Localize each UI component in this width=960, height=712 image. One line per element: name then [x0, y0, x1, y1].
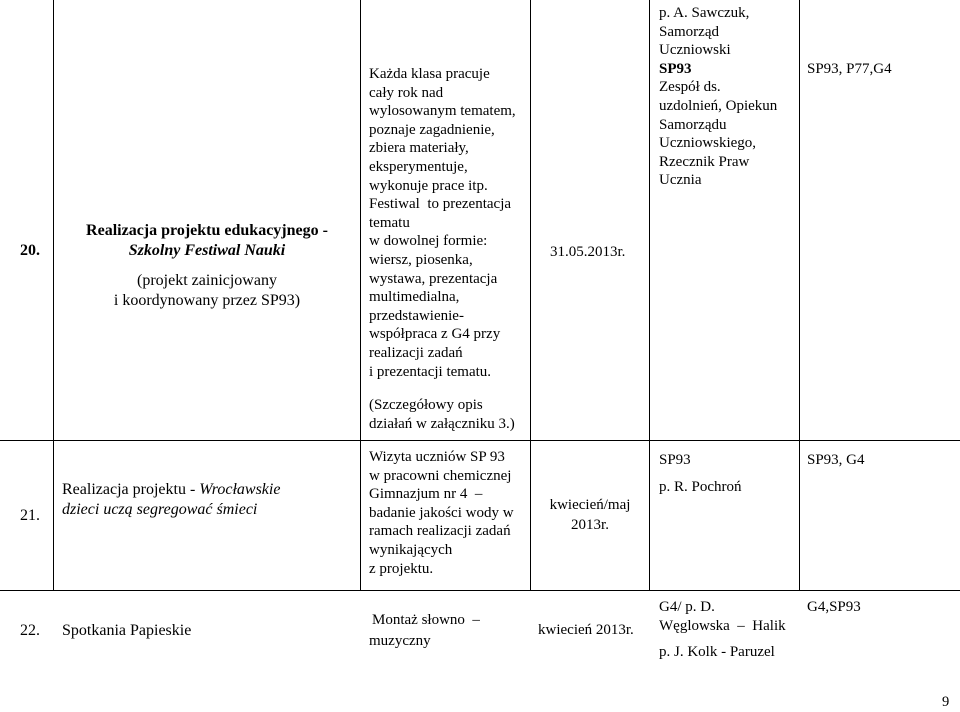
project-description: Montaż słowno – [372, 612, 480, 628]
project-date: kwiecień/maj [549, 497, 631, 513]
project-title-italic: Wrocławskie [199, 481, 281, 498]
row-number: 20. [20, 242, 40, 259]
description-line: zbiera materiały, [369, 140, 469, 157]
description-line: Festiwal to prezentacja [369, 196, 512, 213]
project-title-normal: Realizacja projektu - [62, 481, 200, 498]
responsible-line: Zespół ds. [659, 79, 721, 96]
description-line: cały rok nad [369, 84, 444, 101]
description-note: działań w załączniku 3.) [369, 416, 515, 432]
page-number: 9 [942, 694, 950, 710]
column-divider [799, 0, 800, 591]
responsible-line: Uczniowski [659, 42, 731, 59]
responsible-line: Węglowska – Halik [659, 618, 786, 634]
responsible-line: SP93 [659, 60, 692, 77]
description-line: multimedialna, [369, 289, 460, 306]
description-line: przedstawienie- [369, 307, 464, 324]
description-line: z projektu. [369, 560, 434, 577]
responsible-line: p. A. Sawczuk, [659, 5, 750, 21]
responsible-line: p. J. Kolk - Paruzel [659, 644, 775, 660]
responsible-line: Samorządu [659, 116, 727, 133]
row-number: 22. [20, 622, 40, 639]
description-line: ramach realizacji zadań [369, 523, 511, 540]
project-title [62, 480, 280, 499]
description-line: Wizyta uczniów SP 93 [369, 449, 505, 465]
description-line: eksperymentuje, [369, 158, 468, 175]
responsible-line: p. R. Pochroń [659, 479, 742, 495]
project-title: Realizacja projektu edukacyjnego - [86, 222, 328, 239]
project-description [369, 448, 529, 578]
description-line: w dowolnej formie: [369, 233, 488, 250]
responsible-line: SP93 [659, 452, 691, 468]
column-divider [360, 0, 361, 591]
responsible-line: Samorząd [659, 23, 719, 40]
description-line: realizacji zadań [369, 344, 463, 361]
description-line: wiersz, piosenka, [369, 251, 473, 268]
description-line: w pracowni chemicznej [369, 467, 512, 484]
participants: G4,SP93 [807, 599, 861, 615]
description-line: i prezentacji tematu. [369, 363, 492, 380]
responsible-line: Ucznia [659, 172, 702, 189]
responsible-line: G4/ p. D. [659, 599, 715, 615]
description-line: Gimnazjum nr 4 – [369, 486, 483, 503]
row-number: 21. [20, 507, 40, 524]
description-line: współpraca z G4 przy [369, 326, 501, 343]
description-line: wylosowanym tematem, [369, 103, 516, 120]
responsible-persons [659, 4, 799, 190]
description-line: Każda klasa pracuje [369, 66, 490, 82]
project-subtitle: (projekt zainicjowany [137, 272, 277, 289]
row-divider [0, 590, 960, 591]
description-line: poznaje zagadnienie, [369, 121, 495, 138]
description-line: wystawa, prezentacja [369, 270, 498, 287]
column-divider [649, 0, 650, 591]
participants: SP93, G4 [807, 452, 865, 468]
project-date: kwiecień 2013r. [538, 622, 634, 638]
project-title-italic: Szkolny Festiwal Nauki [128, 242, 286, 259]
row-divider [0, 440, 960, 441]
participants: SP93, P77,G4 [807, 61, 892, 77]
description-line: badanie jakości wody w [369, 504, 514, 521]
description-line: wynikających [369, 541, 453, 558]
project-description [369, 65, 529, 381]
project-date: 31.05.2013r. [550, 244, 626, 260]
project-title-italic: dzieci uczą segregować śmieci [62, 501, 258, 518]
project-date: 2013r. [571, 517, 609, 533]
project-title: Spotkania Papieskie [62, 622, 192, 639]
description-line: wykonuje prace itp. [369, 177, 488, 194]
description-line: tematu [369, 214, 410, 231]
project-description: muzyczny [369, 633, 431, 649]
responsible-line: Rzecznik Praw [659, 153, 750, 170]
description-note: (Szczegółowy opis [369, 397, 483, 413]
project-subtitle: i koordynowany przez SP93) [113, 292, 301, 309]
responsible-line: uzdolnień, Opiekun [659, 97, 778, 114]
responsible-line: Uczniowskiego, [659, 135, 757, 152]
